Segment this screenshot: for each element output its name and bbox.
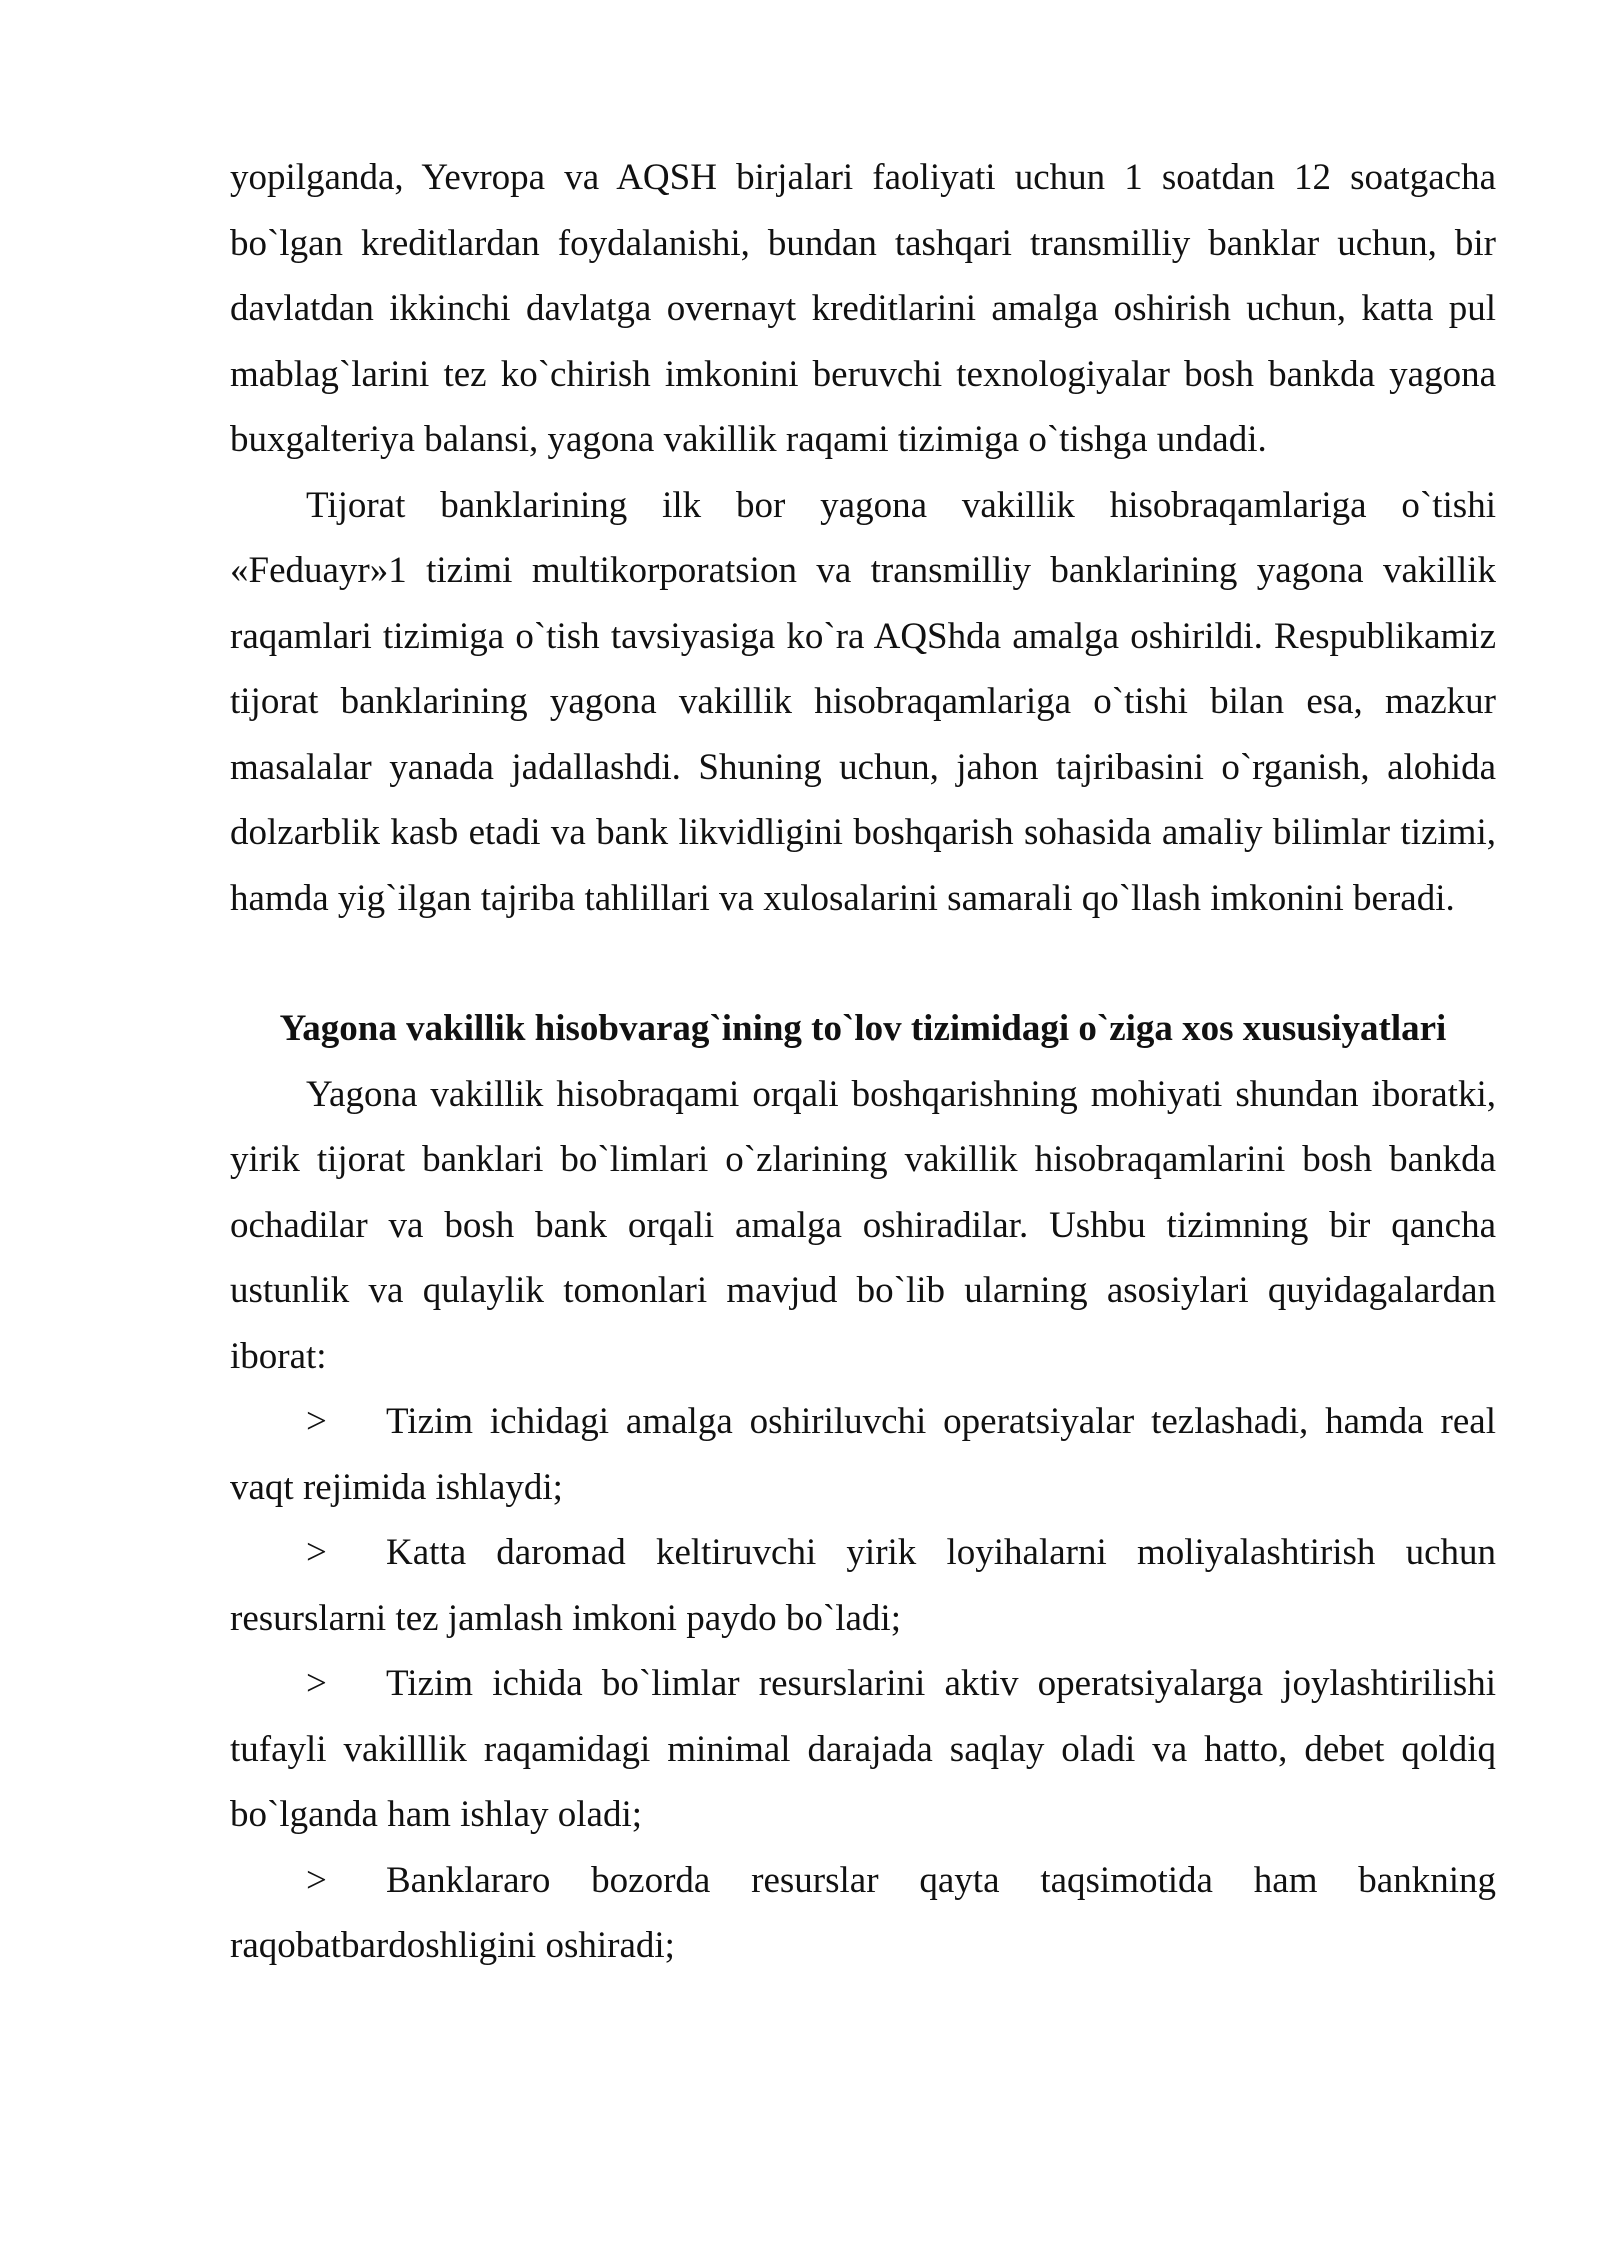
bullet-marker: > <box>306 1401 327 1442</box>
section-spacer <box>230 931 1496 996</box>
bullet-item-3 <box>230 1651 1496 1848</box>
bullet-item-4 <box>230 1848 1496 1979</box>
bullet-marker: > <box>306 1663 327 1704</box>
bullet-marker: > <box>306 1859 327 1901</box>
bullet-item-2 <box>230 1520 1496 1651</box>
bullet-text: Katta daromad keltiruvchi yirik loyihalarni moliyalashtirish uchun resurslarni tez jamlash imkoni paydo bo`ladi; <box>230 1532 1496 1639</box>
bullet-marker: > <box>306 1532 327 1573</box>
bullet-text: Banklararo bozorda resurslar qayta taqsimotida ham bankning raqobatbardoshligini oshiradi; <box>230 1859 1496 1966</box>
section-heading: Yagona vakillik hisobvarag`ining to`lov tizimidagi o`ziga xos xususiyatlari <box>279 1008 1447 1049</box>
paragraph-tijorat-banks: Tijorat banklarining ilk bor yagona vakillik hisobraqamlariga o`tishi «Feduayr»1 tizimi multikorporatsion va transmilliy banklarining yagona vakillik raqamlari tizimiga o`tish tavsiyasiga ko`ra AQShda amalga oshirildi. Respublikamiz tijorat banklarining yagona vakillik hisobraqamlariga o`tishi bilan esa, mazkur masalalar yanada jadallashdi. Shuning uchun, jahon tajribasini o`rganish, alohida dolzarblik kasb etadi va bank likvidligini boshqarish sohasida amaliy bilimlar tizimi, hamda yig`ilgan tajriba tahlillari va xulosalarini samarali qo`llash imkonini beradi. <box>230 484 1496 919</box>
section-intro-paragraph: Yagona vakillik hisobraqami orqali boshqarishning mohiyati shundan iboratki, yirik tijorat banklari bo`limlari o`zlarining vakillik hisobraqamlarini bosh bankda ochadilar va bosh bank orqali amalga oshiradilar. Ushbu tizimning bir qancha ustunlik va qulaylik tomonlari mavjud bo`lib ularning asosiylari quyidagalardan iborat: <box>230 1073 1496 1377</box>
bullet-text: Tizim ichida bo`limlar resurslarini aktiv operatsiyalarga joylashtirilishi tufayli vakilllik raqamidagi minimal darajada saqlay oladi va hatto, debet qoldiq bo`lganda ham ishlay oladi; <box>230 1663 1496 1835</box>
bullet-item-1 <box>230 1389 1496 1520</box>
bullet-text: Tizim ichidagi amalga oshiriluvchi operatsiyalar tezlashadi, hamda real vaqt rejimida ishlaydi; <box>230 1401 1496 1508</box>
document-page <box>230 145 1496 1979</box>
paragraph-continuation: yopilganda, Yevropa va AQSH birjalari faoliyati uchun 1 soatdan 12 soatgacha bo`lgan kreditlardan foydalanishi, bundan tashqari transmilliy banklar uchun, bir davlatdan ikkinchi davlatga overnayt kreditlarini amalga oshirish uchun, katta pul mablag`larini tez ko`chirish imkonini beruvchi texnologiyalar bosh bankda yagona buxgalteriya balansi, yagona vakillik raqami tizimiga o`tishga undadi. <box>230 157 1496 460</box>
